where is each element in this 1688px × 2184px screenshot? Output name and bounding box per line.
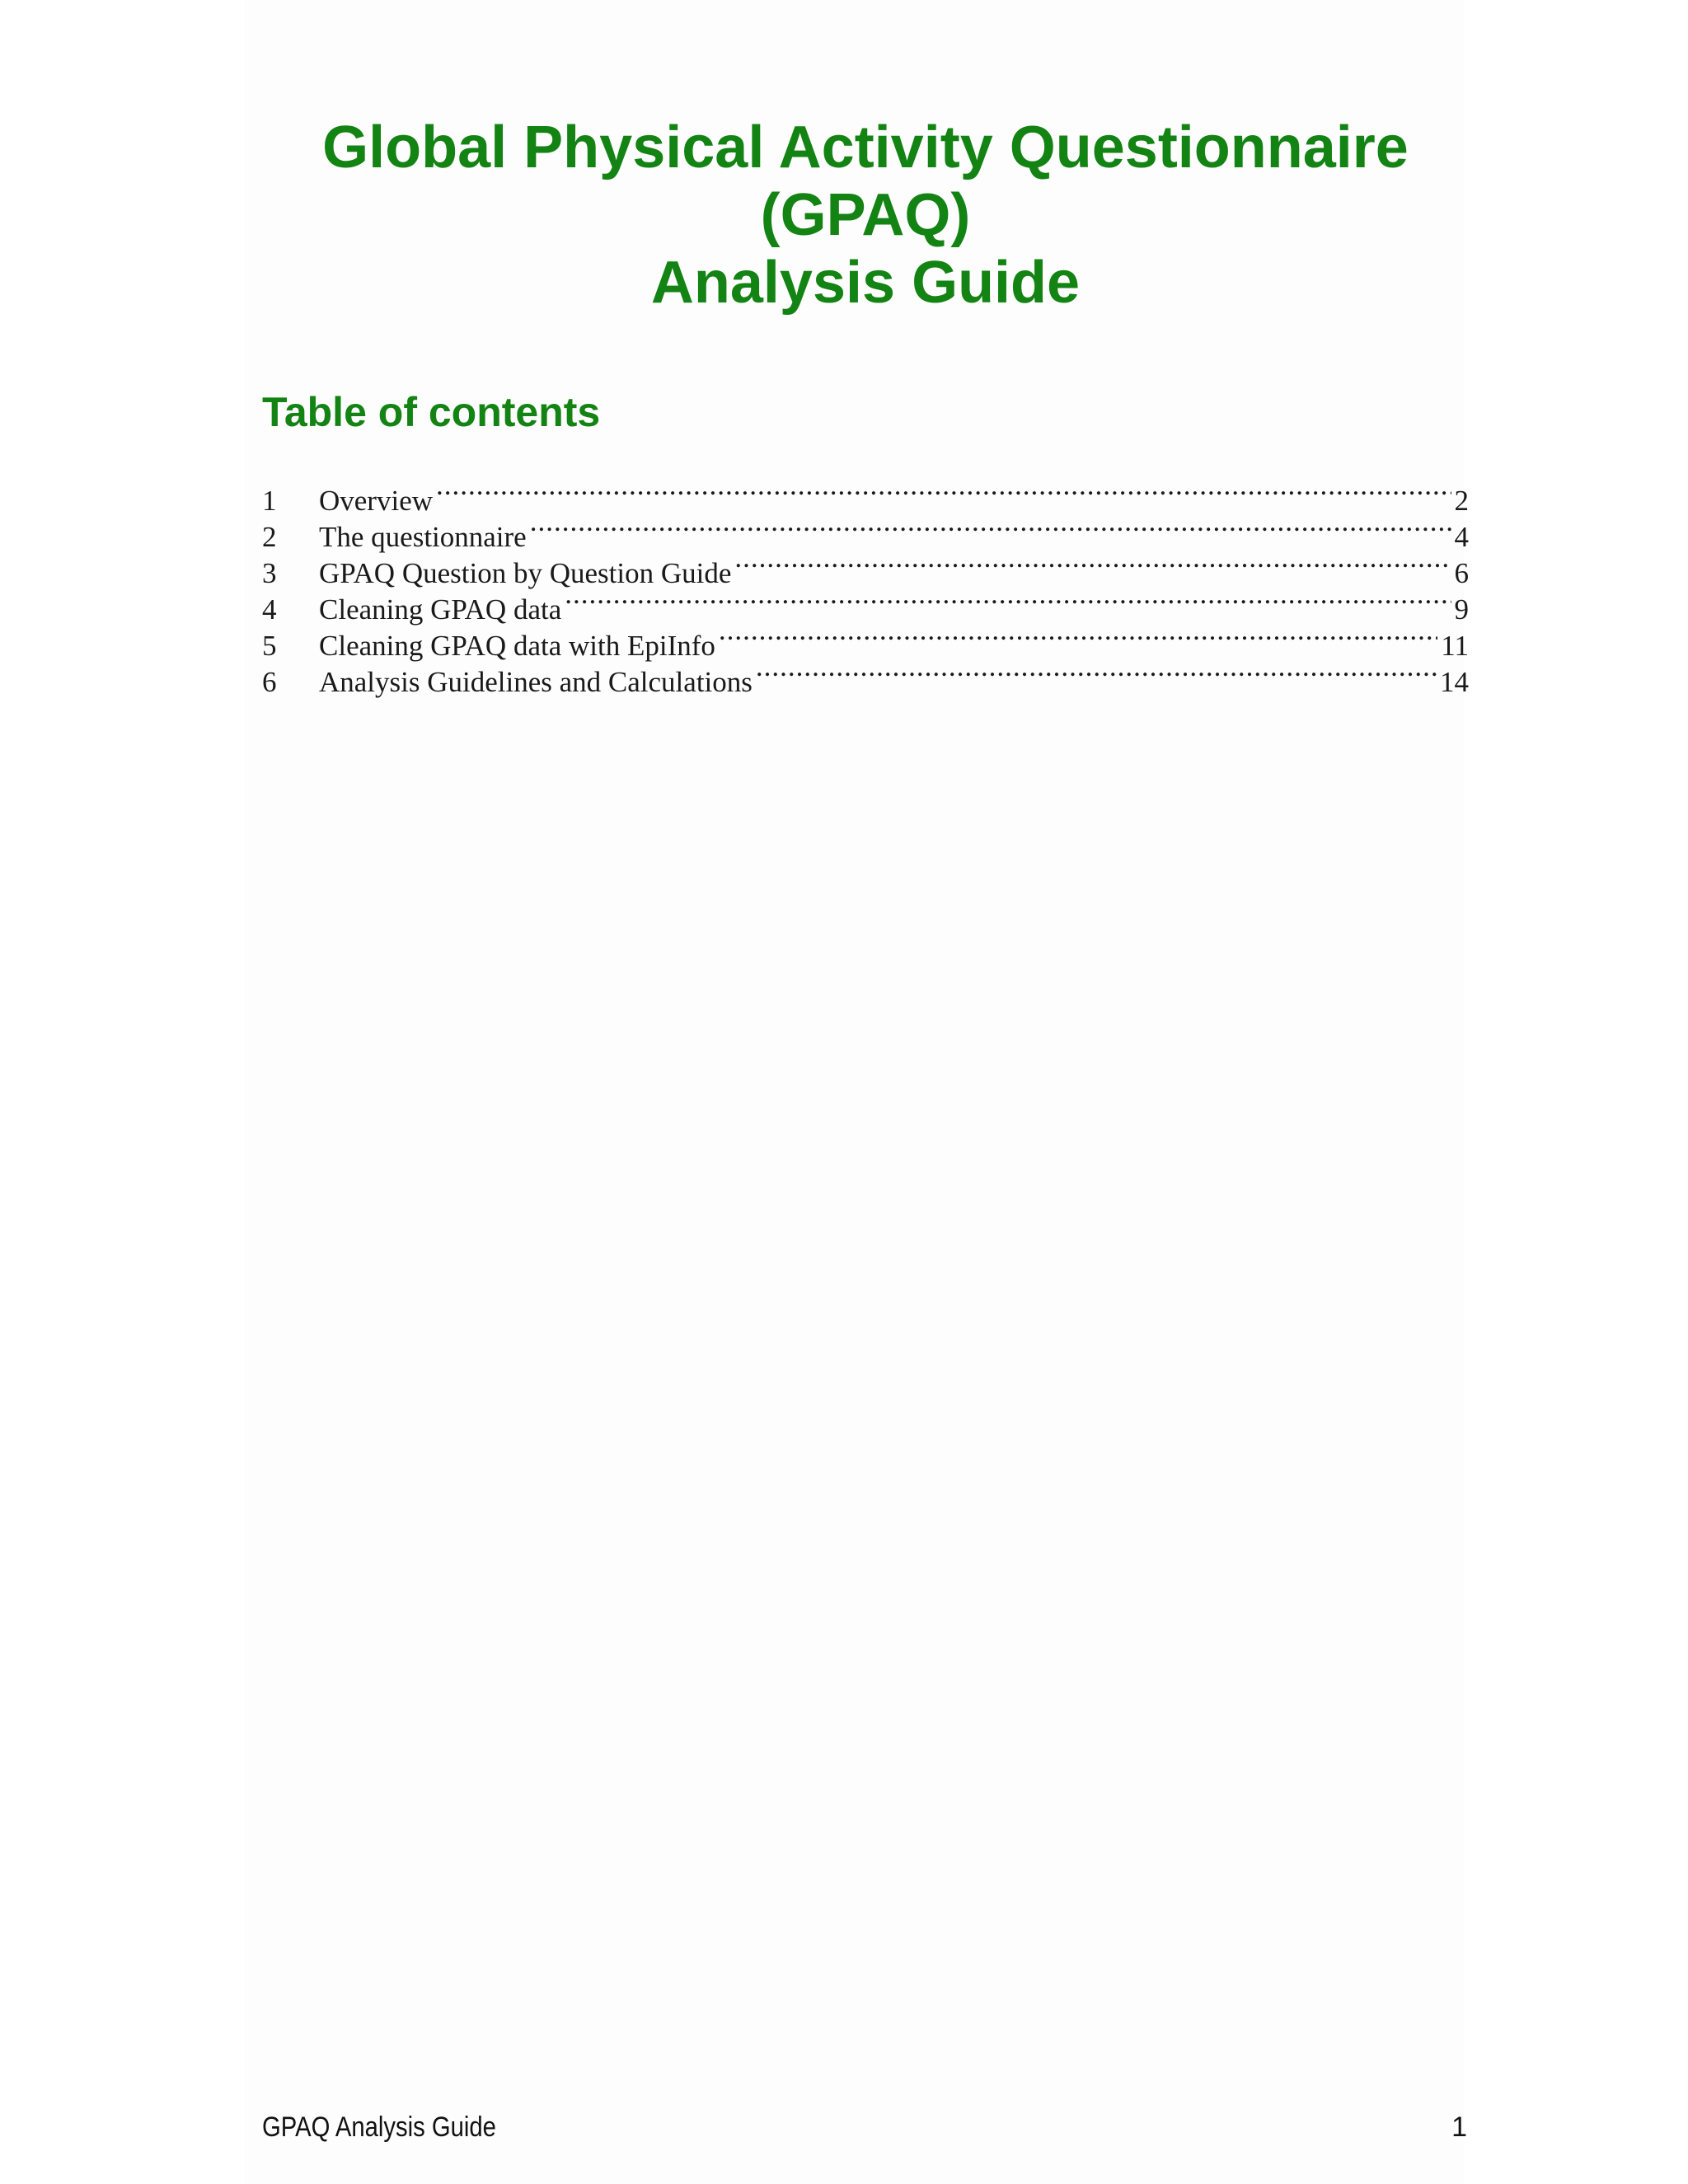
toc-dot-leader <box>734 546 1451 583</box>
toc-entry-number: 1 <box>262 485 277 517</box>
toc-entry-label: Cleaning GPAQ data <box>319 593 562 626</box>
toc-entry-label: Analysis Guidelines and Calculations <box>319 666 753 698</box>
toc-entry-label: GPAQ Question by Question Guide <box>319 557 732 589</box>
toc-entry-page: 11 <box>1441 630 1469 662</box>
toc-dot-leader <box>530 510 1451 546</box>
toc-entry-label: The questionnaire <box>319 521 527 553</box>
toc-entry-number: 3 <box>262 557 277 589</box>
toc-entry-page: 2 <box>1454 485 1469 517</box>
toc-dot-leader <box>756 655 1437 691</box>
table-of-contents <box>262 474 1469 698</box>
toc-entry-page: 4 <box>1454 521 1469 553</box>
toc-dot-leader <box>436 474 1451 510</box>
toc-entry-label: Cleaning GPAQ data with EpiInfo <box>319 630 715 662</box>
document-title <box>0 114 1688 316</box>
title-line-2: (GPAQ) <box>760 182 971 248</box>
toc-entry-number: 4 <box>262 593 277 626</box>
toc-entry-number: 2 <box>262 521 277 553</box>
toc-entry-number: 5 <box>262 630 277 662</box>
toc-entry-page: 9 <box>1454 593 1469 626</box>
toc-entry-label: Overview <box>319 485 434 517</box>
footer-page-number: 1 <box>1451 2111 1467 2143</box>
toc-entry-page: 6 <box>1454 557 1469 589</box>
toc-heading: Table of contents <box>262 389 601 435</box>
toc-dot-leader <box>565 583 1451 619</box>
title-line-3: Analysis Guide <box>650 250 1081 316</box>
toc-dot-leader <box>719 619 1437 655</box>
footer-document-name: GPAQ Analysis Guide <box>262 2111 496 2143</box>
title-line-1: Global Physical Activity Questionnaire <box>322 115 1409 180</box>
toc-entry-page: 14 <box>1440 666 1469 698</box>
toc-entry-number: 6 <box>262 666 277 698</box>
toc-entry-questionnaire[interactable] <box>262 510 1469 553</box>
toc-entry-overview[interactable] <box>262 474 1469 517</box>
page-content-area <box>244 0 1464 2184</box>
